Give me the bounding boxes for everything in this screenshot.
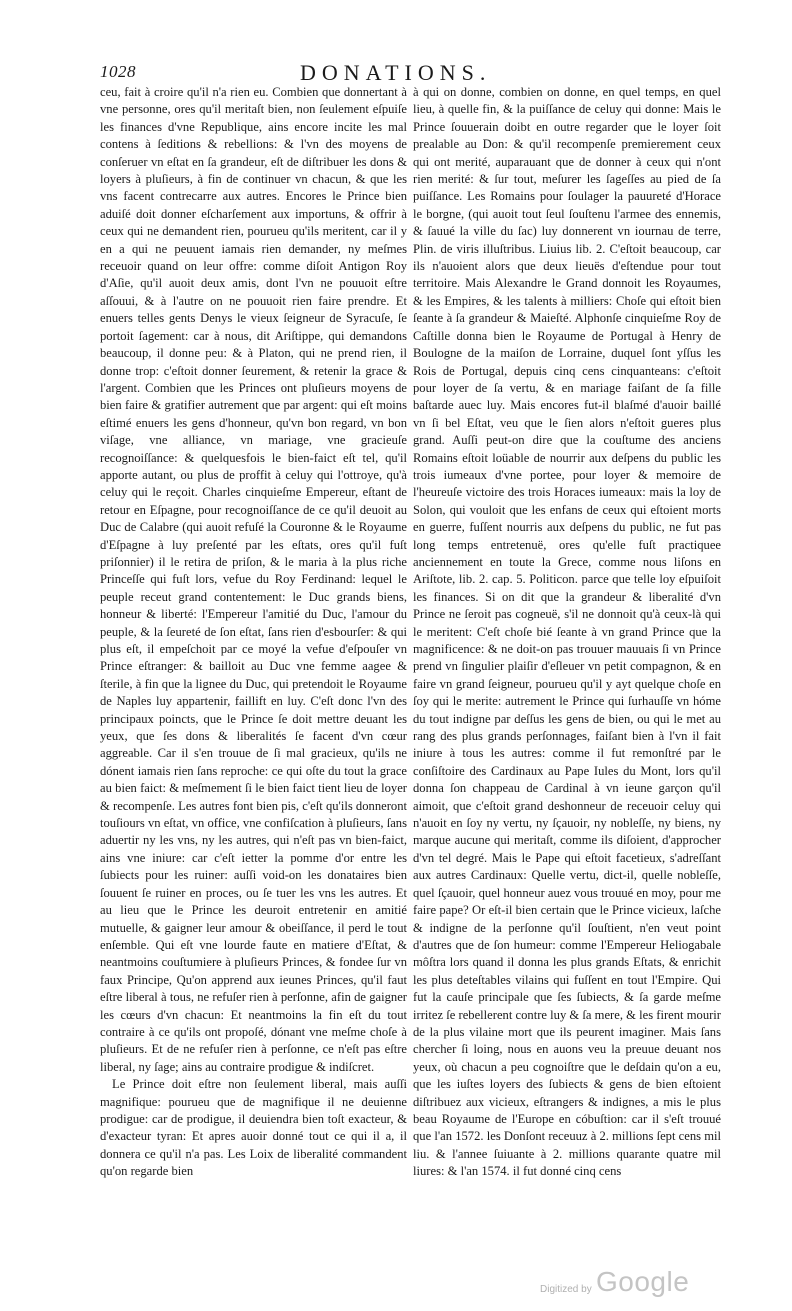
watermark-prefix: Digitized by (540, 1284, 592, 1295)
left-column (100, 84, 407, 1181)
paragraph: ceu, fait à croire qu'il n'a rien eu. Combien que donnertant à vne personne, ores qu'il meritaſt bien, non ſeulement eſpuiſe les finances d'vne Republique, ains encore incite les mal contens à ſeditions & rebellions: & l'vn des moyens de conſeruer vn eſtat en ſa grandeur, eſt de diſtribuer les dons & loyers à pluſieurs, à fin de continuer vn chacun, & que les vns facent contrecarre aux autres. Encores le Prince bien aduiſé doit donner eſcharſement aux importuns, & offrir à ceux qui ne demandent rien, pourueu qu'ils meritent, car il y en a qui ne peuuent iamais rien demander, ny meſmes receuoir quand on leur offre: comme diſoit Antigon Roy d'Aſie, qu'il auoit deux amis, dont l'vn ne pouuoit eſtre aſſouui, & à l'autre on ne pouuoit rien faire prendre. Et enuers telles gents Denys le vieux ſeigneur de Syracuſe, ſe portoit ſagement: car à nous, dit Ariſtippe, qui demandons beaucoup, il donne peu: & à Platon, qui ne prend rien, il donne trop: c'eſtoit donner ſeurement, & retenir la grace & l'argent. Combien que les Princes ont pluſieurs moyens de bien faire & gratifier autrement que par argent: qui eſt moins eſtimé enuers les gens d'honneur, qu'vn bon regard, vn bon viſage, vne alliance, vn mariage, vne gracieuſe recognoiſſance: & quelquesfois le bien-faict eſt tel, qu'il apporte autant, ou plus de proffit à celuy qui l'ottroye, qu'à celuy qui le reçoit. Charles cinquieſme Empereur, eſtant de retour en Eſpagne, pour recognoiſſance de ce qu'il deuoit au Duc de Calabre (qui auoit refuſé la Couronne & le Royaume d'Eſpagne à luy preſenté par les eſtats, ores qu'il fuſt priſonnier) il le retira de priſon, & le maria à la plus riche Princeſſe qui fuſt lors, vefue du Roy Ferdinand: lequel le peuple receut grand contentement: le Duc grands biens, honneur & liberté: l'Empereur l'amitié du Duc, l'amour du peuple, & la ſeureté de ſon eſtat, ſans rien d'esbourſer: & qui plus eſt, il empeſchoit par ce moyé la vefue d'eſpouſer vn Prince eſtranger: & bailloit au Duc vne femme aagee & ſterile, à fin que la lignee du Duc, qui pretendoit le Royaume de Naples luy appartenir, faillift en luy. C'eſt donc l'vn des principaux poincts, que le Prince ſe doit mettre deuant les yeux, que ſes dons & liberalités ſe facent d'vn cœur aggreable. Car il s'en trouue de ſi mal gracieux, qu'ils ne dónent iamais rien ſans reproche: ce qui oſte du tout la grace au bien faict: & meſmement ſi le bien faict tient lieu de loyer & recompenſe. Les autres font bien pis, c'eſt qu'ils donneront touſiours vn eſtat, vn office, vne confiſcation à pluſieurs, ſans aduertir ny les vns, ny les autres, qui n'eſt pas vn bien-faict, ains vne iniure: car c'eſt ietter la pomme d'or entre les ſubiects pour les ruiner: auſſi void-on les donataires bien ſouuent ſe ruiner en proces, ou ſe tuer les vns les autres. Et au lieu que le Prince les deuroit entretenir en amitié mutuelle, & gaigner leur amour & obeiſſance, il perd le tout enſemble. Qui eſt vne lourde faute en matiere d'Eſtat, & neantmoins couſtumiere à pluſieurs Princes, & fondee ſur vn faux Principe, Qu'on apprend aux ieunes Princes, qu'il faut eſtre liberal à tous, ne refuſer rien à perſonne, afin de gaigner les cœurs d'vn chacun: Et neantmoins la fin eſt du tout contraire à ce qu'ils ont propoſé, dónant vne meſme choſe à pluſieurs. Et de ne refuſer rien à perſonne, ce n'eſt pas eſtre liberal, ny ſage; ains au contraire prodigue & indiſcret. (100, 85, 407, 1074)
watermark-logo: Google (596, 1266, 690, 1297)
digitization-watermark (540, 1266, 740, 1306)
paragraph: à qui on donne, combien on donne, en quel temps, en quel lieu, à quelle fin, & la puiſſance de celuy qui donne: Mais le Prince ſouuerain doibt en outre regarder que le loyer ſoit prealable au Don: & qu'il recompenſe premierement ceux qui ont merité, auparauant que de donner à ceux qui n'ont rien merité: & ſur tout, meſurer les ſageſſes au pied de ſa puiſſance. Les Romains pour ſoulager la pauureté d'Horace le borgne, (qui auoit tout ſeul ſouſtenu l'armee des ennemis, & ſauué la ville du ſac) luy donnerent vn iournau de terre, Plin. de viris illuſtribus. Liuius lib. 2. C'eſtoit beaucoup, car ils n'auoient alors que deux lieuës d'eſtendue pour tout territoire. Mais Alexandre le Grand donnoit les Royaumes, & les Empires, & les talents à milliers: Choſe qui eſtoit bien ſeante à ſa grandeur & Maieſté. Alphonſe cinquieſme Roy de Caſtille donna bien le Royaume de Portugal à Henry de Boulogne de la maiſon de Lorraine, duquel ſont yſſus les Rois de Portugal, depuis cinq cens cinquanteans: c'eſtoit pour loyer de ſa vertu, & en mariage faiſant de ſa fille baſtarde auec luy. Mais encores fut-il blaſmé d'auoir baillé vn ſi bel Eſtat, veu que le ſien alors n'eſtoit gueres plus grand. Auſſi peut-on dire que la couſtume des anciens Romains eſtoit loüable de nourrir aux deſpens du public les trois iumeaux d'vne portee, pour loyer & memoire de l'heureuſe victoire des trois Horaces iumeaux: mais la loy de Solon, qui vouloit que les enfans de ceux qui eſtoient morts en guerre, fuſſent nourris aux deſpens du public, ne fut pas long temps entretenuë, ores qu'elle fuſt practiquee anciennement en toute la Grece, comme nous liſons en Ariſtote, lib. 2. cap. 5. Politicon. parce que telle loy eſpuiſoit les finances. Si on dit que la grandeur & liberalité d'vn Prince ne ſeroit pas cogneuë, s'il ne donnoit qu'à ceux-là qui le meritent: C'eſt choſe bié ſeante à vn grand Prince que la magnificence: & ne doit-on pas trouuer mauuais ſi vn Prince prend vn ſingulier plaiſir d'eſleuer vn petit compagnon, & en faire vn grand ſeigneur, pourueu qu'il y ayt quelque choſe en ſoy qui le merite: autrement le Prince qui ſurhauſſe vn hóme du tout indigne par deſſus les gens de bien, ou qui le met au rang des plus grands perſonnages, faiſant bien à l'vn il fait iniure à tous les autres: comme il fut remonſtré par le conſiſtoire des Cardinaux au Pape Iules du Mont, lors qu'il donna ſon chappeau de Cardinal à vn ieune garçon qu'il aimoit, que c'eſtoit grand deshonneur de receuoir celuy qui n'auoit en ſoy ny vertu, ny ſçauoir, ny nobleſſe, ny biens, ny marque aucune qui meritaſt, comme ils diſoient, d'approcher d'vn tel degré. Mais le Pape qui eſtoit facetieux, s'adreſſant aux autres Cardinaux: Quelle vertu, dict-il, quelle nobleſſe, quel ſçauoir, quel honneur auez vous trouué en moy, pour me faire pape? Or eſt-il bien certain que le Prince vicieux, laſche & indigne de la perſonne qu'il ſouſtient, n'en veut point d'autres que de ſon humeur: comme l'Empereur Heliogabale môſtra lors quand il donna les plus grands Eſtats, & enrichit les plus deteſtables vilains qui fuſſent en tout l'Empire. Qui fut la cauſe principale que ſes ſubiects, & ſa garde meſme irritez ſe rebellerent contre luy & ſa mere, & les firent mourir de la plus vilaine mort que ils peurent imaginer. Mais ſans chercher ſi loing, nous en auons veu la preuue deuant nos yeux, où chacun a peu cognoiſtre que le deſdain qu'on a eu, que les iuſtes loyers des ſubiects & gens de bien eſtoient diſtribuez aux vicieux, eſtrangers & indignes, a mis le plus beau Royaume de l'Europe en cóbuſtion: car il s'eſt trouué que l'an 1572. les Donſont receuuz à 2. millions ſept cens mil liu. & l'annee ſuiuante à 2. millions quarante quatre mil liures: & l'an 1574. il fut donné cinq cens (413, 85, 721, 1179)
page-number: 1028 (100, 62, 136, 81)
paragraph: Le Prince doit eſtre non ſeulement liberal, mais auſſi magnifique: pourueu que de magnifique il ne deuienne prodigue: car de prodigue, il deuiendra bien toſt exacteur, & d'exacteur tyran: Et apres auoir donné tout ce qui il a, il donnera ce qu'il n'a pas. Les Loix de liberalité commandent qu'on regarde bien (100, 1077, 407, 1179)
running-title: DONATIONS. (300, 60, 492, 85)
page-header (100, 60, 720, 84)
right-column (413, 84, 721, 1181)
